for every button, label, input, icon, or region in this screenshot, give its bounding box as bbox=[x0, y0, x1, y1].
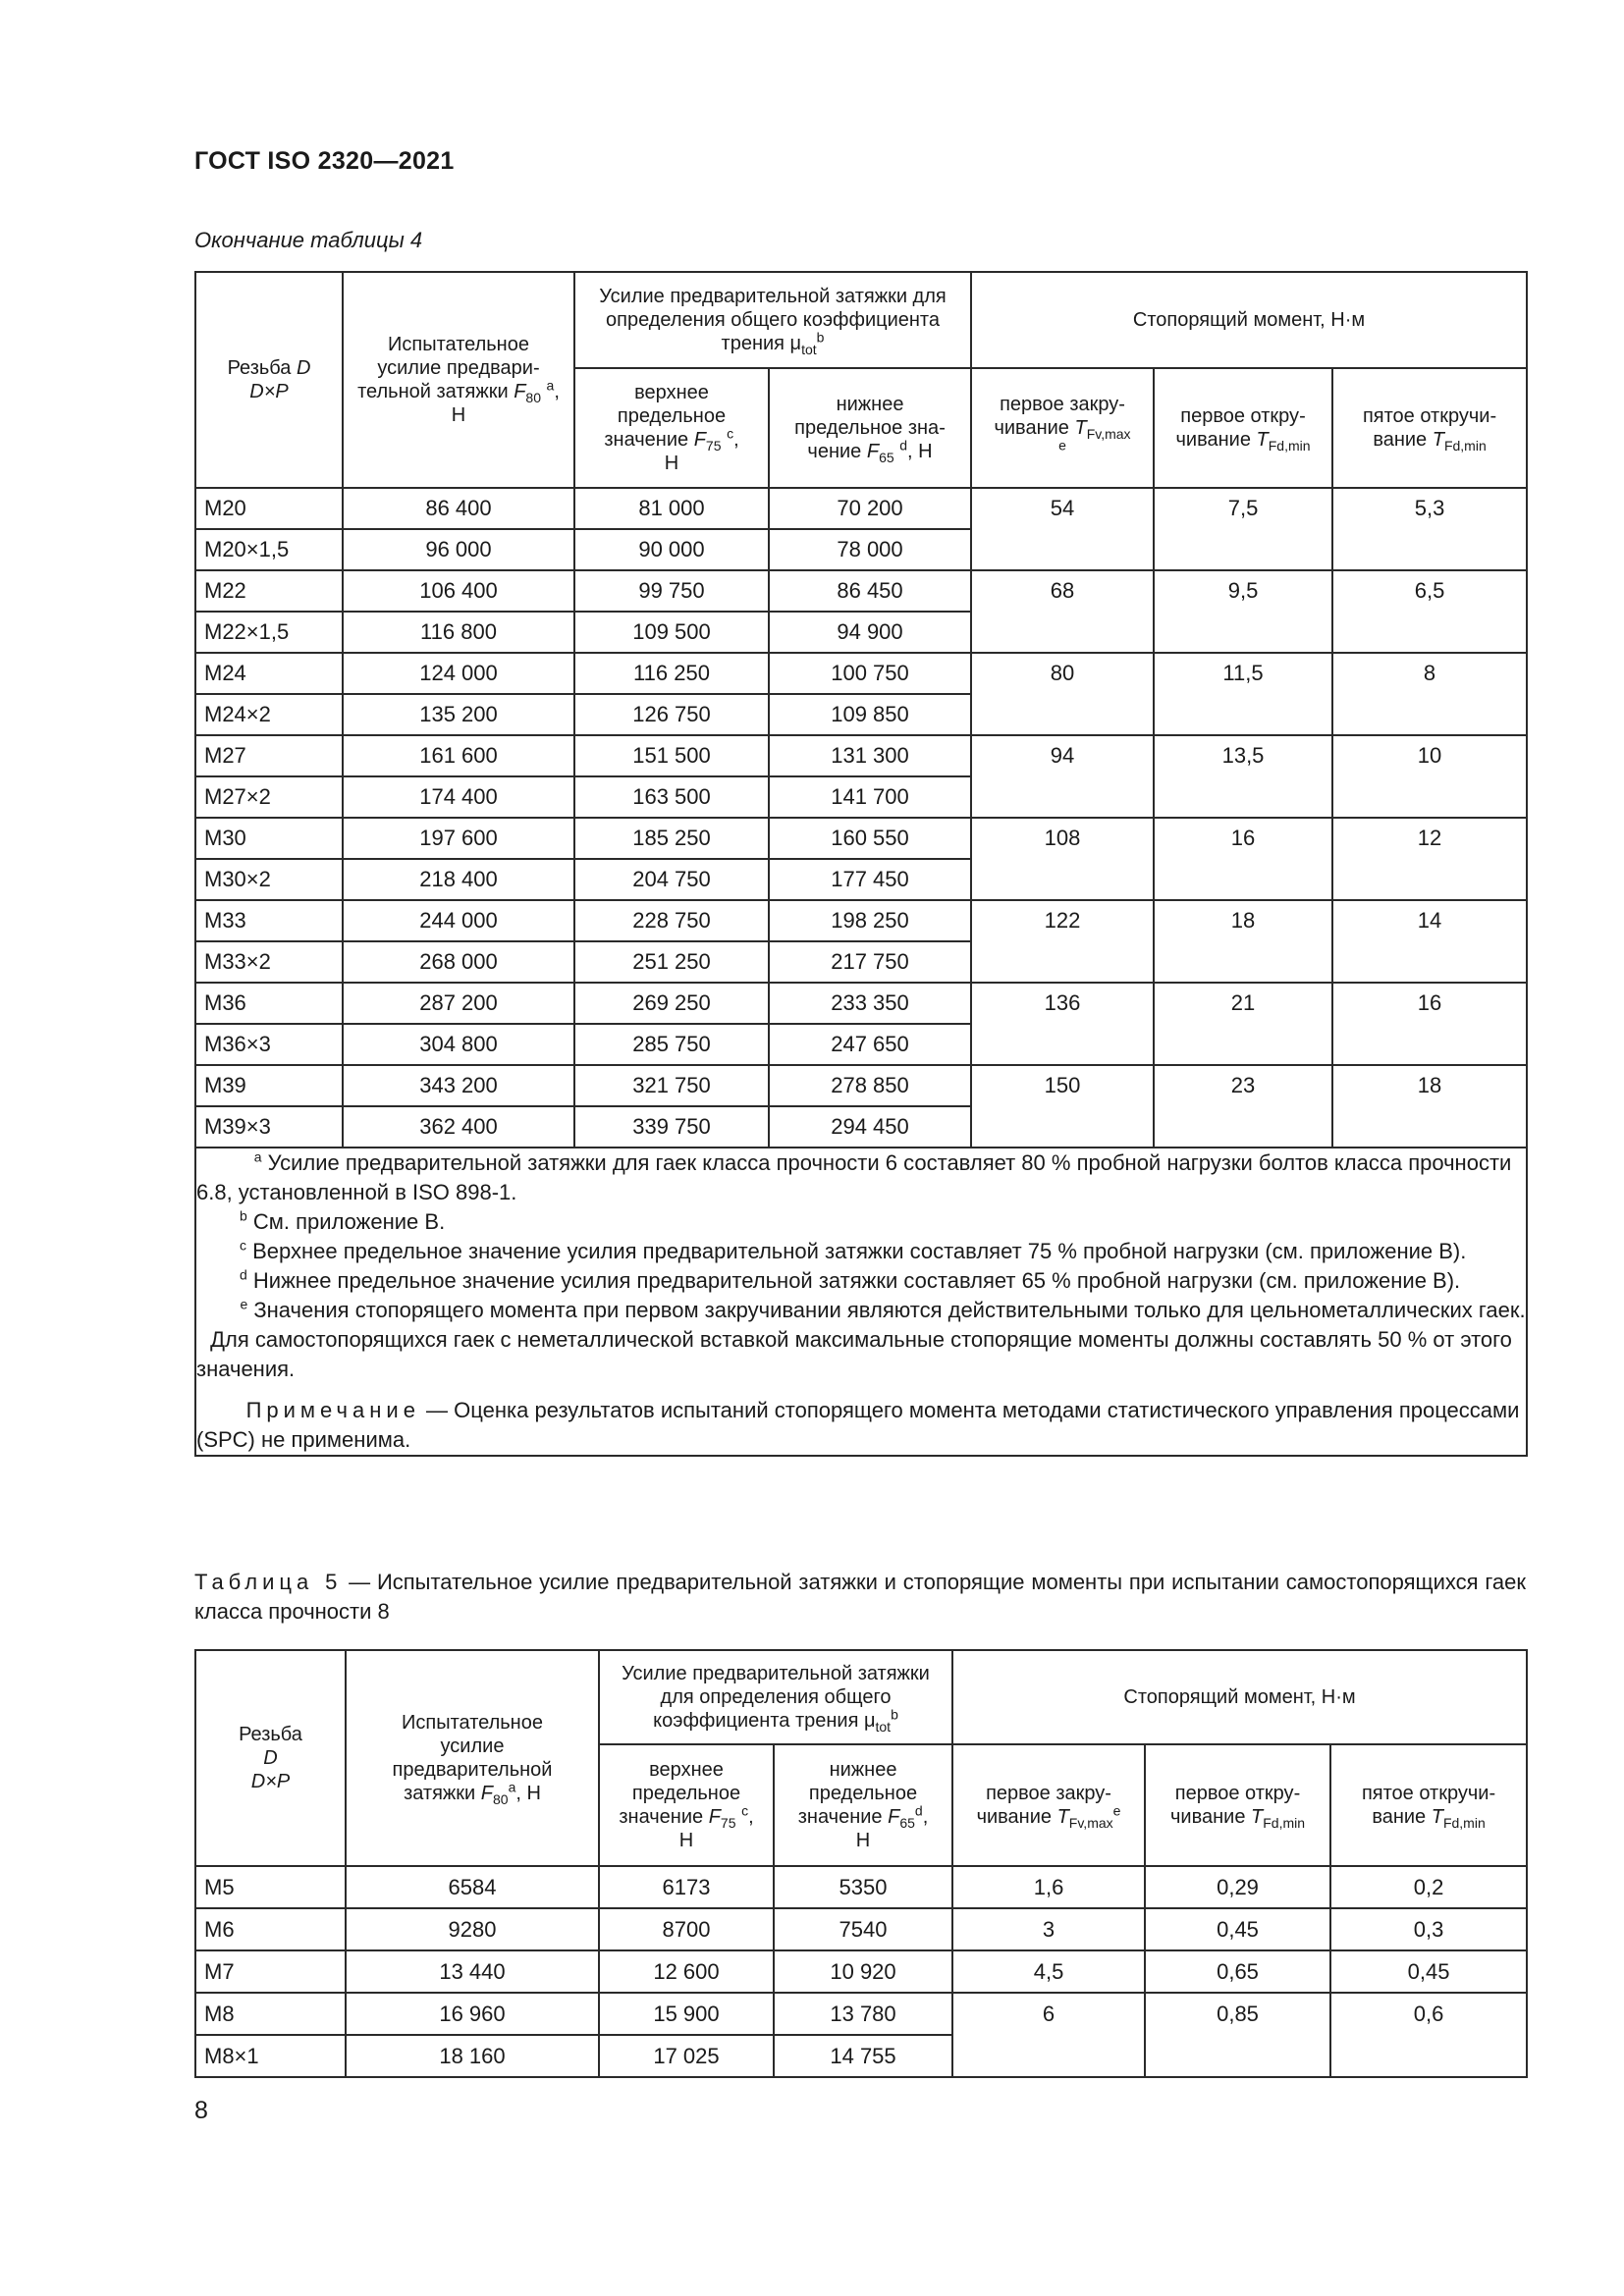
first-tightening-cell: 108 bbox=[971, 818, 1154, 900]
test-force-header: Испытательное усилие предварительной затяжки $F_{80}^a$, Н bbox=[346, 1650, 599, 1866]
fifth-loosening-cell: 18 bbox=[1332, 1065, 1527, 1148]
thread-cell: М33×2 bbox=[195, 941, 343, 983]
first-loosening-cell: 0,65 bbox=[1145, 1950, 1330, 1993]
thread-cell: М27 bbox=[195, 735, 343, 776]
fifth-loosening-cell: 0,2 bbox=[1330, 1866, 1527, 1908]
upper-limit-cell: 204 750 bbox=[574, 859, 769, 900]
upper-limit-cell: 251 250 bbox=[574, 941, 769, 983]
table-row bbox=[195, 1993, 1527, 2035]
first-tightening-cell: 80 bbox=[971, 653, 1154, 735]
fifth-loosening-cell: 12 bbox=[1332, 818, 1527, 900]
lower-limit-cell: 78 000 bbox=[769, 529, 971, 570]
first-tightening-cell: 68 bbox=[971, 570, 1154, 653]
lower-limit-cell: 294 450 bbox=[769, 1106, 971, 1148]
first-loosening-header: первое откручивание $T_{Fd,min}$ bbox=[1145, 1744, 1330, 1866]
table-row bbox=[195, 1866, 1527, 1908]
fifth-loosening-cell: 14 bbox=[1332, 900, 1527, 983]
thread-cell: М5 bbox=[195, 1866, 346, 1908]
first-tightening-cell: 6 bbox=[952, 1993, 1145, 2077]
first-loosening-cell: 11,5 bbox=[1154, 653, 1332, 735]
table-row bbox=[195, 1950, 1527, 1993]
thread-cell: М24×2 bbox=[195, 694, 343, 735]
lower-limit-cell: 14 755 bbox=[774, 2035, 952, 2077]
upper-limit-cell: 285 750 bbox=[574, 1024, 769, 1065]
lower-limit-cell: 233 350 bbox=[769, 983, 971, 1024]
test-force-cell: 124 000 bbox=[343, 653, 574, 694]
table-row bbox=[195, 1908, 1527, 1950]
upper-limit-cell: 90 000 bbox=[574, 529, 769, 570]
first-tightening-cell: 150 bbox=[971, 1065, 1154, 1148]
torque-group-header: Стопорящий момент, Н·м bbox=[952, 1650, 1527, 1744]
upper-limit-cell: 339 750 bbox=[574, 1106, 769, 1148]
upper-limit-cell: 185 250 bbox=[574, 818, 769, 859]
thread-cell: М20×1,5 bbox=[195, 529, 343, 570]
thread-cell: М8×1 bbox=[195, 2035, 346, 2077]
first-tightening-cell: 3 bbox=[952, 1908, 1145, 1950]
thread-cell: М30×2 bbox=[195, 859, 343, 900]
upper-limit-header: верхнее предельное значение $F_{75}$ $^c$, Н bbox=[574, 368, 769, 488]
fifth-loosening-cell: 5,3 bbox=[1332, 488, 1527, 570]
lower-limit-cell: 109 850 bbox=[769, 694, 971, 735]
table4-note: Примечание — Оценка результатов испытаний стопорящего момента методами статистического управления процессами (SPC) не применима. bbox=[196, 1398, 1520, 1452]
fifth-loosening-cell: 6,5 bbox=[1332, 570, 1527, 653]
test-force-cell: 268 000 bbox=[343, 941, 574, 983]
first-tightening-cell: 1,6 bbox=[952, 1866, 1145, 1908]
first-tightening-cell: 54 bbox=[971, 488, 1154, 570]
lower-limit-cell: 198 250 bbox=[769, 900, 971, 941]
lower-limit-cell: 70 200 bbox=[769, 488, 971, 529]
footnote-b: $^b$ См. приложение В. bbox=[240, 1207, 446, 1234]
lower-limit-cell: 86 450 bbox=[769, 570, 971, 612]
thread-cell: М36×3 bbox=[195, 1024, 343, 1065]
first-tightening-cell: 136 bbox=[971, 983, 1154, 1065]
thread-cell: М30 bbox=[195, 818, 343, 859]
lower-limit-cell: 13 780 bbox=[774, 1993, 952, 2035]
test-force-cell: 6584 bbox=[346, 1866, 599, 1908]
first-loosening-cell: 0,45 bbox=[1145, 1908, 1330, 1950]
upper-limit-header: верхнее предельное значение $F_{75}$ $^c$, Н bbox=[599, 1744, 774, 1866]
test-force-cell: 18 160 bbox=[346, 2035, 599, 2077]
preload-group-header: Усилие предварительной затяжки для определения общего коэффициента трения $\mu_{tot}^b$ bbox=[599, 1650, 952, 1744]
test-force-cell: 96 000 bbox=[343, 529, 574, 570]
first-loosening-cell: 18 bbox=[1154, 900, 1332, 983]
test-force-cell: 304 800 bbox=[343, 1024, 574, 1065]
lower-limit-cell: 94 900 bbox=[769, 612, 971, 653]
table-4 bbox=[194, 271, 1528, 1457]
first-loosening-cell: 7,5 bbox=[1154, 488, 1332, 570]
first-loosening-cell: 9,5 bbox=[1154, 570, 1332, 653]
thread-cell: М39 bbox=[195, 1065, 343, 1106]
lower-limit-cell: 131 300 bbox=[769, 735, 971, 776]
test-force-cell: 362 400 bbox=[343, 1106, 574, 1148]
test-force-cell: 244 000 bbox=[343, 900, 574, 941]
upper-limit-cell: 151 500 bbox=[574, 735, 769, 776]
first-loosening-cell: 0,85 bbox=[1145, 1993, 1330, 2077]
table-row bbox=[195, 653, 1527, 694]
footnote-a: $^a$ Усилие предварительной затяжки для гаек класса прочности 6 составляет 80 % пробной нагрузки болтов класса прочности 6.8, установленной в ISO 898-1. bbox=[196, 1148, 1512, 1204]
lower-limit-cell: 5350 bbox=[774, 1866, 952, 1908]
torque-group-header: Стопорящий момент, Н·м bbox=[971, 272, 1527, 368]
test-force-cell: 16 960 bbox=[346, 1993, 599, 2035]
fifth-loosening-cell: 8 bbox=[1332, 653, 1527, 735]
thread-cell: М6 bbox=[195, 1908, 346, 1950]
upper-limit-cell: 269 250 bbox=[574, 983, 769, 1024]
thread-header: Резьба D D×P bbox=[195, 1650, 346, 1866]
thread-cell: М8 bbox=[195, 1993, 346, 2035]
table-row bbox=[195, 983, 1527, 1024]
table5-title: Таблица 5 — Испытательное усилие предварительной затяжки и стопорящие моменты при испытании самостопорящихся гаек класса прочности 8 bbox=[194, 1570, 1526, 1624]
upper-limit-cell: 8700 bbox=[599, 1908, 774, 1950]
upper-limit-cell: 17 025 bbox=[599, 2035, 774, 2077]
lower-limit-cell: 141 700 bbox=[769, 776, 971, 818]
first-loosening-header: первое откручивание $T_{Fd,min}$ bbox=[1154, 368, 1332, 488]
footnote-d: $^d$ Нижнее предельное значение усилия предварительной затяжки составляет 65 % пробной нагрузки (см. приложение В). bbox=[240, 1266, 1461, 1293]
test-force-cell: 197 600 bbox=[343, 818, 574, 859]
upper-limit-cell: 15 900 bbox=[599, 1993, 774, 2035]
fifth-loosening-header: пятое откручивание $T_{Fd,min}$ bbox=[1332, 368, 1527, 488]
footnote-c: $^c$ Верхнее предельное значение усилия предварительной затяжки составляет 75 % пробной нагрузки (см. приложение В). bbox=[240, 1237, 1467, 1263]
upper-limit-cell: 163 500 bbox=[574, 776, 769, 818]
first-loosening-cell: 21 bbox=[1154, 983, 1332, 1065]
fifth-loosening-header: пятое откручивание $T_{Fd,min}$ bbox=[1330, 1744, 1527, 1866]
fifth-loosening-cell: 0,6 bbox=[1330, 1993, 1527, 2077]
fifth-loosening-cell: 0,3 bbox=[1330, 1908, 1527, 1950]
test-force-cell: 343 200 bbox=[343, 1065, 574, 1106]
first-tightening-header: первое закручивание $T_{Fv,max}$ $^e$ bbox=[971, 368, 1154, 488]
first-loosening-cell: 0,29 bbox=[1145, 1866, 1330, 1908]
table-5 bbox=[194, 1649, 1528, 2078]
thread-header: Резьба D D×P bbox=[195, 272, 343, 488]
first-tightening-cell: 94 bbox=[971, 735, 1154, 818]
preload-group-header: Усилие предварительной затяжки для определения общего коэффициента трения $\mu_{tot}^b$ bbox=[574, 272, 971, 368]
first-loosening-cell: 23 bbox=[1154, 1065, 1332, 1148]
footnote-e: $^e$ Значения стопорящего момента при первом закручивании являются действительными только для цельнометаллических гаек. Для самостопорящихся гаек с неметаллической вставкой максимальные стопорящие моменты должны составлять 50 % от этого значения. bbox=[196, 1296, 1526, 1381]
upper-limit-cell: 228 750 bbox=[574, 900, 769, 941]
thread-cell: М24 bbox=[195, 653, 343, 694]
lower-limit-cell: 217 750 bbox=[769, 941, 971, 983]
upper-limit-cell: 126 750 bbox=[574, 694, 769, 735]
upper-limit-cell: 6173 bbox=[599, 1866, 774, 1908]
test-force-cell: 9280 bbox=[346, 1908, 599, 1950]
first-tightening-cell: 4,5 bbox=[952, 1950, 1145, 1993]
table-row bbox=[195, 818, 1527, 859]
first-loosening-cell: 13,5 bbox=[1154, 735, 1332, 818]
lower-limit-cell: 7540 bbox=[774, 1908, 952, 1950]
test-force-cell: 135 200 bbox=[343, 694, 574, 735]
lower-limit-header: нижнее предельное значение $F_{65}$ $^d$, Н bbox=[769, 368, 971, 488]
thread-cell: М33 bbox=[195, 900, 343, 941]
document-header: ГОСТ ISO 2320—2021 bbox=[194, 147, 455, 175]
fifth-loosening-cell: 10 bbox=[1332, 735, 1527, 818]
test-force-cell: 218 400 bbox=[343, 859, 574, 900]
lower-limit-cell: 278 850 bbox=[769, 1065, 971, 1106]
upper-limit-cell: 321 750 bbox=[574, 1065, 769, 1106]
table-row bbox=[195, 488, 1527, 529]
lower-limit-cell: 177 450 bbox=[769, 859, 971, 900]
upper-limit-cell: 109 500 bbox=[574, 612, 769, 653]
lower-limit-cell: 100 750 bbox=[769, 653, 971, 694]
test-force-cell: 86 400 bbox=[343, 488, 574, 529]
lower-limit-cell: 160 550 bbox=[769, 818, 971, 859]
table-row bbox=[195, 900, 1527, 941]
thread-cell: М36 bbox=[195, 983, 343, 1024]
thread-cell: М7 bbox=[195, 1950, 346, 1993]
upper-limit-cell: 99 750 bbox=[574, 570, 769, 612]
thread-cell: М22×1,5 bbox=[195, 612, 343, 653]
first-tightening-header: первое закручивание $T_{Fv,max}^e$ bbox=[952, 1744, 1145, 1866]
thread-cell: М20 bbox=[195, 488, 343, 529]
lower-limit-header: нижнее предельное значение $F_{65}^d$, Н bbox=[774, 1744, 952, 1866]
test-force-header: Испытательное усилие предварительной затяжки $F_{80}$ $^a$, Н bbox=[343, 272, 574, 488]
upper-limit-cell: 81 000 bbox=[574, 488, 769, 529]
table-row bbox=[195, 570, 1527, 612]
test-force-cell: 161 600 bbox=[343, 735, 574, 776]
page-number: 8 bbox=[194, 2097, 208, 2124]
thread-cell: М39×3 bbox=[195, 1106, 343, 1148]
thread-cell: М27×2 bbox=[195, 776, 343, 818]
test-force-cell: 13 440 bbox=[346, 1950, 599, 1993]
table4-footnotes bbox=[195, 1148, 1527, 1456]
thread-cell: М22 bbox=[195, 570, 343, 612]
table4-continuation-caption: Окончание таблицы 4 bbox=[194, 228, 423, 252]
table-row bbox=[195, 735, 1527, 776]
test-force-cell: 116 800 bbox=[343, 612, 574, 653]
first-loosening-cell: 16 bbox=[1154, 818, 1332, 900]
upper-limit-cell: 12 600 bbox=[599, 1950, 774, 1993]
table-row bbox=[195, 1065, 1527, 1106]
fifth-loosening-cell: 16 bbox=[1332, 983, 1527, 1065]
lower-limit-cell: 10 920 bbox=[774, 1950, 952, 1993]
fifth-loosening-cell: 0,45 bbox=[1330, 1950, 1527, 1993]
test-force-cell: 106 400 bbox=[343, 570, 574, 612]
first-tightening-cell: 122 bbox=[971, 900, 1154, 983]
lower-limit-cell: 247 650 bbox=[769, 1024, 971, 1065]
upper-limit-cell: 116 250 bbox=[574, 653, 769, 694]
test-force-cell: 287 200 bbox=[343, 983, 574, 1024]
test-force-cell: 174 400 bbox=[343, 776, 574, 818]
